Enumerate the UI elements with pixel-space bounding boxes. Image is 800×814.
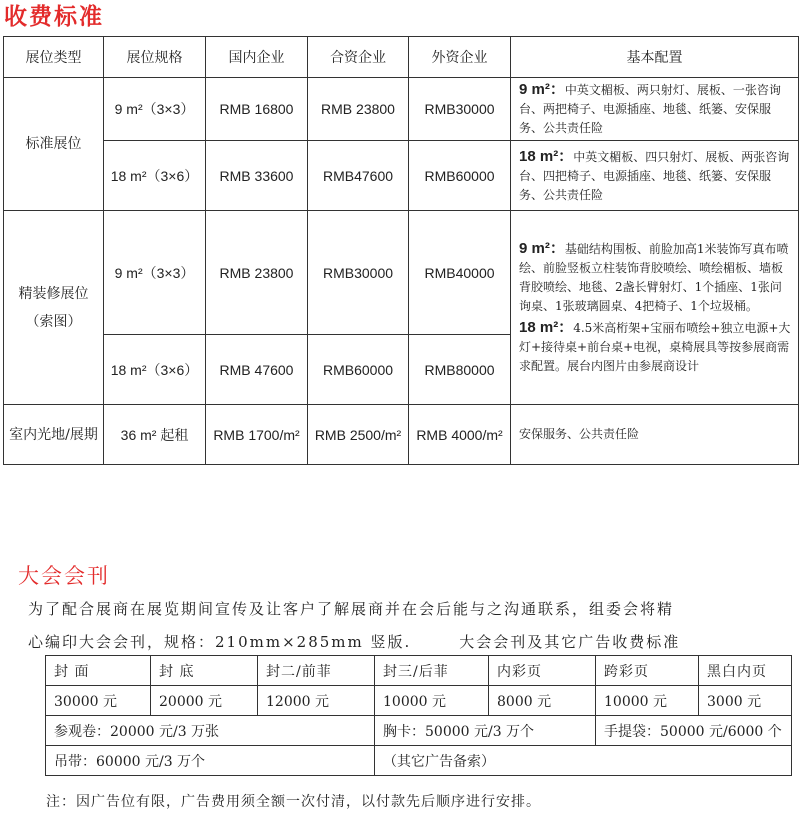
price-joint: RMB 2500/m² — [308, 405, 409, 465]
price-joint: RMB47600 — [308, 141, 409, 211]
price-foreign: RMB60000 — [409, 141, 511, 211]
ad-price-row — [46, 686, 792, 716]
price-joint: RMB60000 — [308, 335, 409, 405]
booth-spec: 36 m² 起租 — [104, 405, 206, 465]
header-foreign: 外资企业 — [409, 37, 511, 78]
ad-price: 10000 元 — [375, 686, 489, 716]
price-domestic: RMB 33600 — [206, 141, 308, 211]
booth-spec: 18 m²（3×6） — [104, 335, 206, 405]
ad-header-back-cover: 封 底 — [151, 656, 258, 686]
config-text: 4.5米高桁架+宝丽布喷绘+独立电源+大灯+接待桌+前台桌+电视，桌椅展具等按参展商需求配置。展台内图片由参展商设计 — [519, 321, 791, 373]
ad-other-note: （其它广告备索） — [375, 746, 792, 776]
config-size: 9 m²： — [519, 81, 565, 98]
ad-bag: 手提袋：50000 元/6000 个 — [596, 716, 792, 746]
config-size: 18 m²： — [519, 147, 574, 165]
booth-spec: 9 m²（3×3） — [104, 211, 206, 335]
price-foreign: RMB80000 — [409, 335, 511, 405]
ad-header-inside-back: 封三/后菲 — [375, 656, 489, 686]
config-text: 安保服务、公共责任险 — [519, 427, 640, 441]
booth-config — [511, 211, 799, 405]
header-joint-venture: 合资企业 — [308, 37, 409, 78]
fee-table-header — [4, 37, 799, 78]
ad-price: 12000 元 — [258, 686, 375, 716]
table-row — [4, 141, 799, 211]
journal-section-title: 大会会刊 — [18, 564, 110, 588]
price-domestic: RMB 16800 — [206, 78, 308, 141]
header-booth-spec: 展位规格 — [104, 37, 206, 78]
ad-header-bw-page: 黑白内页 — [699, 656, 792, 686]
config-size: 18 m²： — [519, 319, 574, 336]
booth-type-fitted: 精装修展位（索图） — [4, 211, 104, 405]
price-domestic: RMB 47600 — [206, 335, 308, 405]
header-booth-type: 展位类型 — [4, 37, 104, 78]
ad-badge: 胸卡：50000 元/3 万个 — [375, 716, 596, 746]
payment-note: 注：因广告位有限，广告费用须全额一次付清，以付款先后顺序进行安排。 — [46, 794, 541, 810]
booth-config — [511, 78, 799, 141]
ad-header-spread: 跨彩页 — [596, 656, 699, 686]
ad-other-row — [46, 716, 792, 746]
price-foreign: RMB 4000/m² — [409, 405, 511, 465]
config-size: 9 m²： — [519, 240, 565, 257]
fee-section-title: 收费标准 — [4, 4, 104, 30]
ad-price: 10000 元 — [596, 686, 699, 716]
ad-header-inside-front: 封二/前菲 — [258, 656, 375, 686]
journal-spec-text: 心编印大会会刊，规格：210mm×285mm 竖版. — [28, 633, 412, 651]
header-config: 基本配置 — [511, 37, 799, 78]
booth-spec: 9 m²（3×3） — [104, 78, 206, 141]
config-block — [519, 239, 792, 316]
ad-fee-heading: 大会会刊及其它广告收费标准 — [459, 633, 681, 651]
fee-table — [3, 36, 799, 465]
config-text: 中英文楣板、四只射灯、展板、两张咨询台、四把椅子、电源插座、地毯、纸篓、安保服务、公共责任险 — [519, 149, 790, 202]
price-joint: RMB 23800 — [308, 78, 409, 141]
booth-type-raw-space: 室内光地/展期 — [4, 405, 104, 465]
journal-intro-line1: 为了配合展商在展览期间宣传及让客户了解展商并在会后能与之沟通联系，组委会将精 — [28, 600, 675, 618]
price-foreign: RMB30000 — [409, 78, 511, 141]
header-domestic: 国内企业 — [206, 37, 308, 78]
booth-config — [511, 405, 799, 465]
price-domestic: RMB 1700/m² — [206, 405, 308, 465]
config-text: 基础结构围板、前脸加高1米装饰写真布喷绘、前脸竖板立柱装饰背胶喷绘、喷绘楣板、墙板背胶喷绘、地毯、2盏长臂射灯、1个插座、1张问询桌、1张玻璃圆桌、4把椅子、1个垃圾桶。 — [519, 242, 789, 313]
config-text: 中英文楣板、两只射灯、展板、一张咨询台、两把椅子、电源插座、地毯、纸篓、安保服务、公共责任险 — [519, 83, 781, 135]
ad-header-color-page: 内彩页 — [489, 656, 596, 686]
ad-price: 3000 元 — [699, 686, 792, 716]
ad-other-row — [46, 746, 792, 776]
config-block — [519, 318, 792, 376]
booth-config — [511, 141, 799, 211]
price-joint: RMB30000 — [308, 211, 409, 335]
price-domestic: RMB 23800 — [206, 211, 308, 335]
ad-header-cover: 封 面 — [46, 656, 151, 686]
price-foreign: RMB40000 — [409, 211, 511, 335]
ad-price: 30000 元 — [46, 686, 151, 716]
ad-ticket: 参观卷：20000 元/3 万张 — [46, 716, 375, 746]
ad-price: 8000 元 — [489, 686, 596, 716]
table-row — [4, 211, 799, 335]
journal-intro-line2 — [28, 631, 680, 652]
table-row — [4, 405, 799, 465]
ad-header-row — [46, 656, 792, 686]
booth-spec: 18 m²（3×6） — [104, 141, 206, 211]
ad-fee-table — [45, 655, 792, 776]
booth-type-standard: 标准展位 — [4, 78, 104, 211]
ad-price: 20000 元 — [151, 686, 258, 716]
table-row — [4, 78, 799, 141]
ad-lanyard: 吊带：60000 元/3 万个 — [46, 746, 375, 776]
